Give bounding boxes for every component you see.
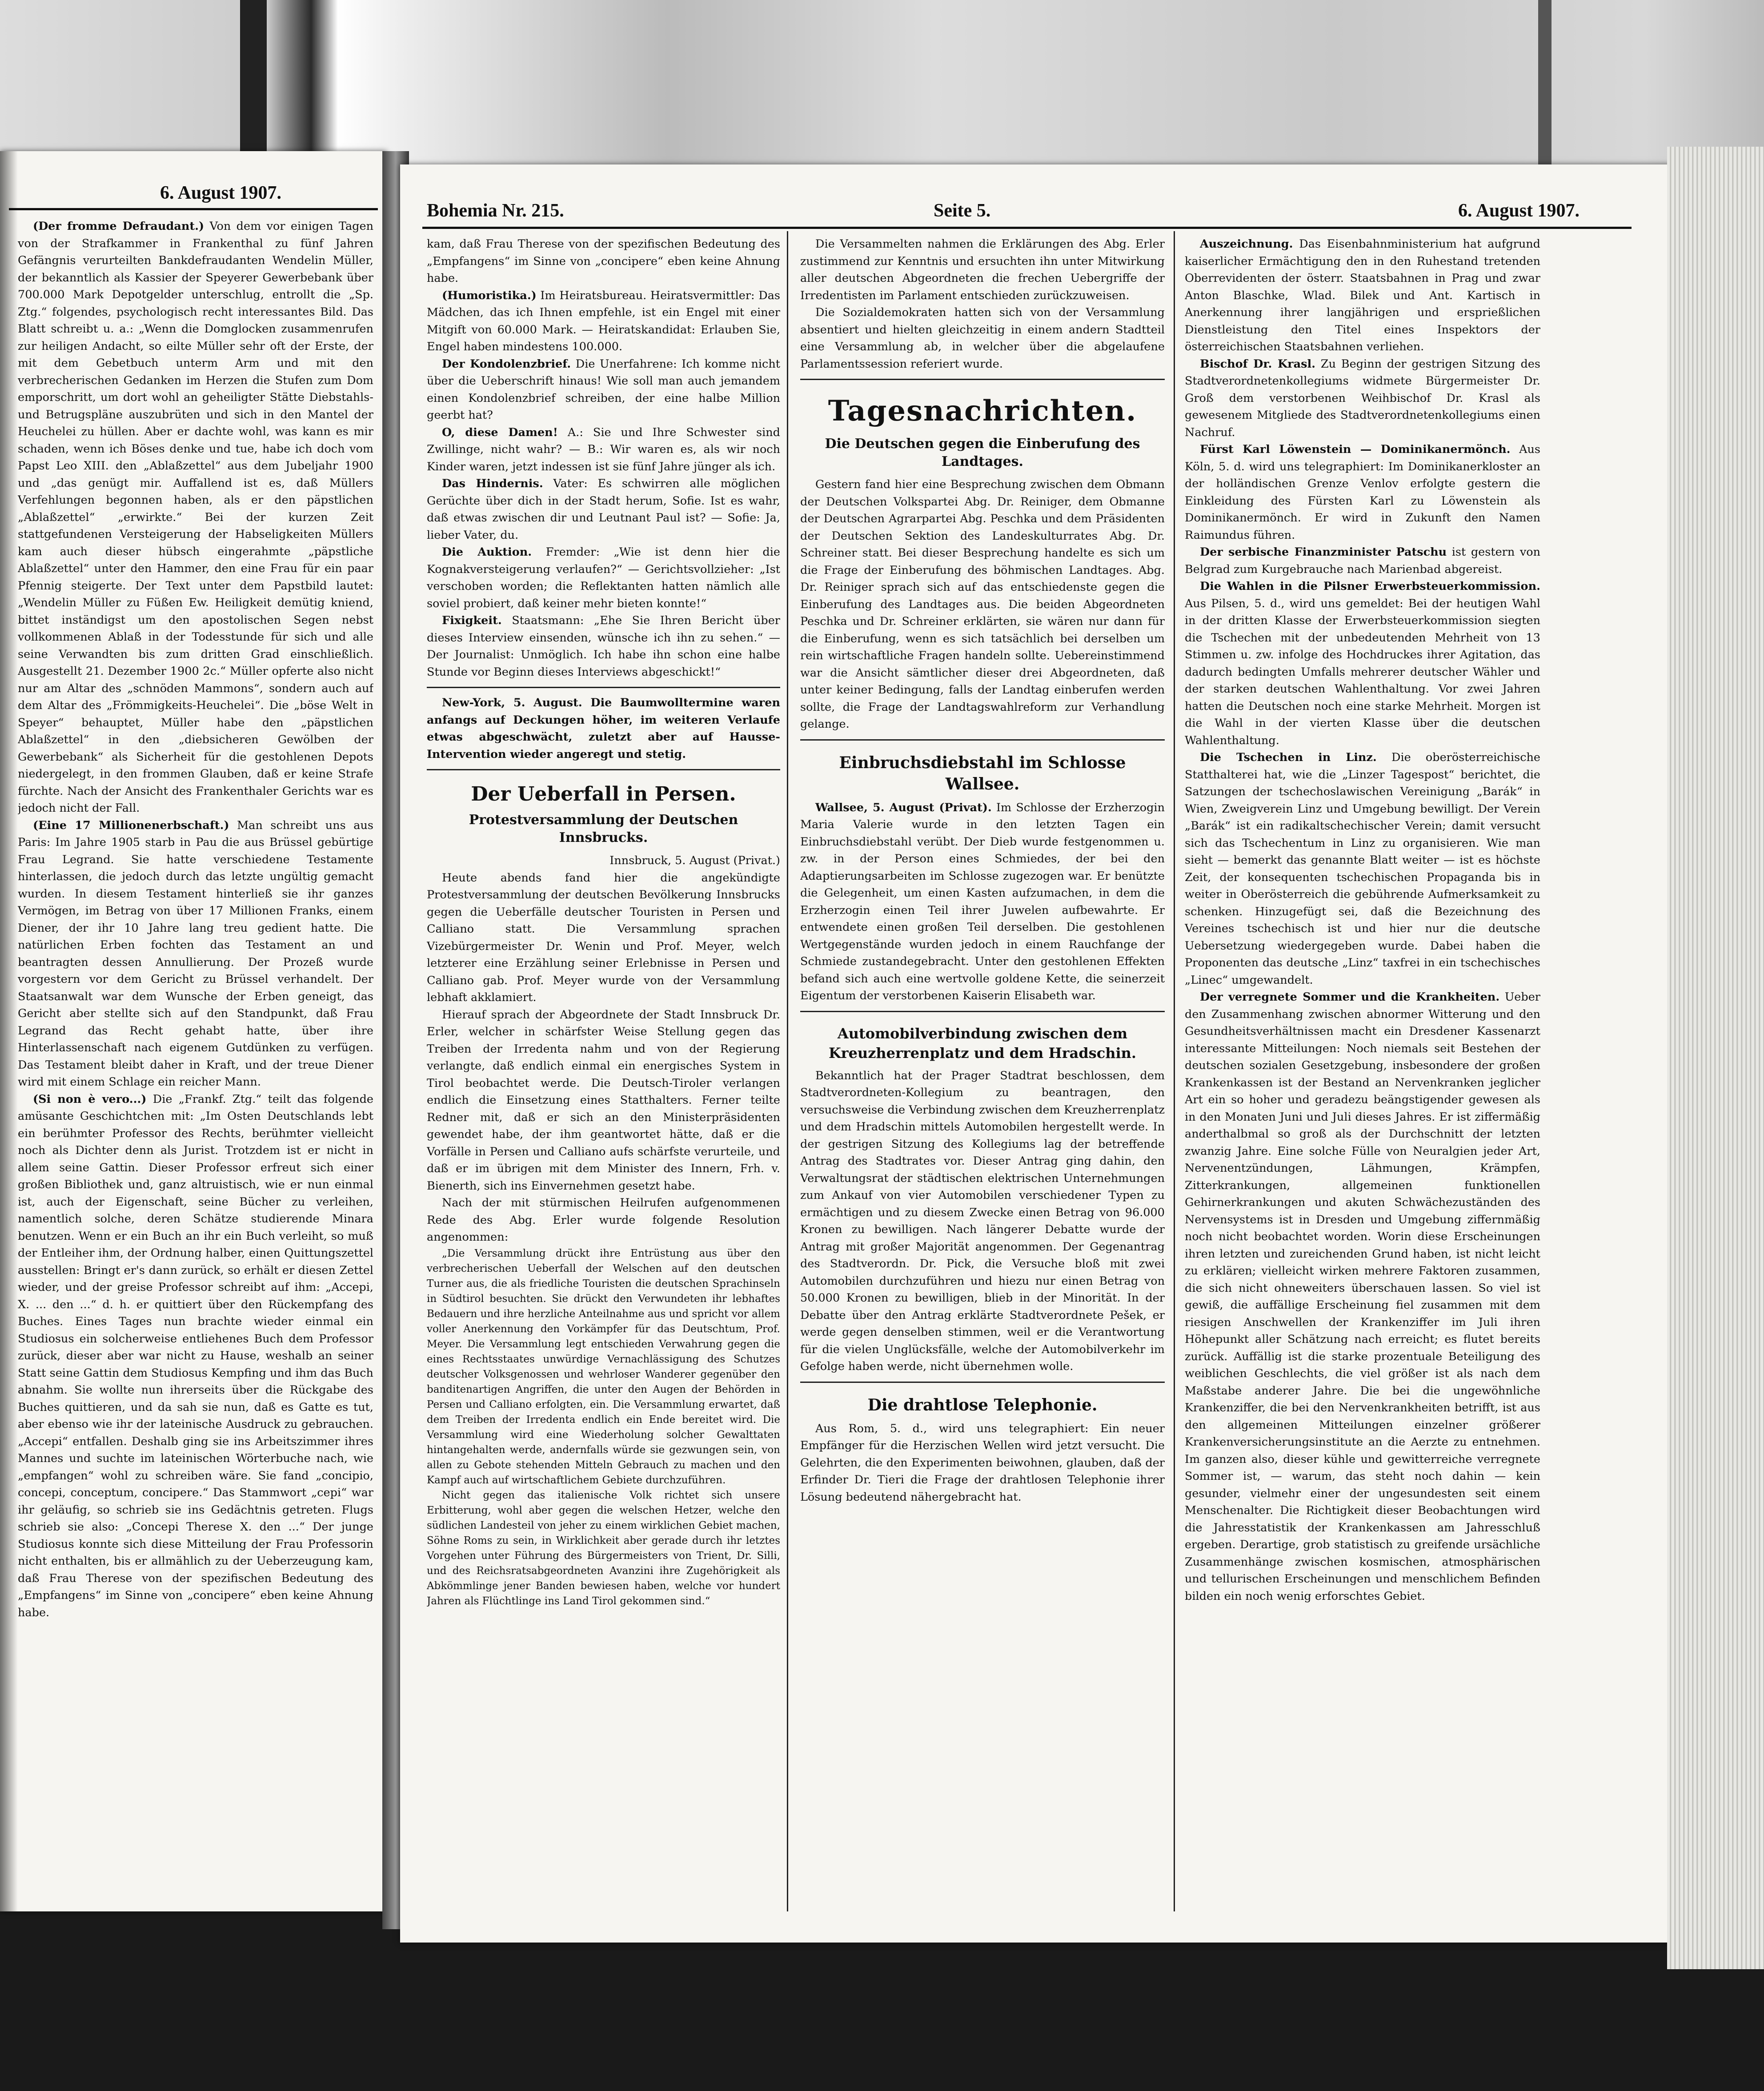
humor-item xyxy=(427,612,780,681)
news-lead: Die Tschechen in Linz. xyxy=(1200,751,1377,764)
humor-lead: Der Kondolenzbrief. xyxy=(442,357,571,371)
article-text: Die „Frankf. Ztg.“ teilt das folgende amüsante Geschichtchen mit: „Im Osten Deutschlands lebt ein berühmter Professor des Rechts, berühmter vielleicht noch als Dichter denn als Jurist. Trotzdem ist er nicht in allem seine Gattin. Dieser Professor erfreut sich einer großen Bibliothek und, ganz altruistisch, wie er nun einmal ist, auch der Eigenschaft, seine Bücher zu verleihen, namentlich solche, deren Schätze studierende Minara benutzen. Wenn er ein Buch an ihr ein Buch verleiht, so muß der Entleiher ihm, der Ordnung halber, einen Quittungszettel ausstellen: Bringt er's dann zurück, so erhält er diesen Zettel wieder, und der greise Professor schreibt auf ihm: „Accepi, X. ... den ...“ d. h. er quittiert über den Rückempfang des Buches. Eines Tages nun brachte wieder einmal ein Studiosus ein solcherweise entliehenes Buch dem Professor zurück, dieser aber war nicht zu Hause, weshalb an seiner Statt seine Gattin dem Studiosus Kempfing und ihm das Buch abnahm. Sie wollte nun ihrerseits über die Rückgabe des Buches quittieren, und da sah sie nun, daß es Gatte es tut, aber ebenso wie ihr der lateinische Ausdruck zu gebrauchen. „Accepi“ entfallen. Deshalb ging sie ins Arbeitszimmer ihres Mannes und suchte im lateinischen Wörterbuche nach, wie „empfangen“ wohl zu schreiben wäre. Sie fand „concipio, concepi, conceptum, concipere.“ Das Stammwort „cepi“ war ihr geläufig, so schrieb sie ins Gedächtnis getreten. Flugs schrieb sie also: „Concepi Therese X. den ...“ Der junge Studiosus konnte sich diese Mitteilung der Frau Professorin nicht enthalten, bis er allmählich zu der Ueberzeugung kam, daß Frau Therese von der spezifischen Bedeutung des „Empfangens“ im Sinne von „concipere“ eben keine Ahnung habe. xyxy=(18,1092,373,1619)
left-page-column xyxy=(18,218,373,1889)
news-lead: Der serbische Finanzminister Patschu xyxy=(1200,545,1447,559)
left-page-date: 6. August 1907. xyxy=(160,183,282,203)
news-item xyxy=(1185,989,1540,1605)
section-headline: Tagesnachrichten. xyxy=(828,394,1137,428)
humor-item xyxy=(427,544,780,612)
article-paragraph: Aus Rom, 5. d., wird uns telegraphiert: Ein neuer Empfänger für die Herzischen Wellen wird jetzt versucht. Die Gelehrten, die den Experimenten beiwohnen, glauben, daß der Erfinder Dr. Tieri die Frage der drahtlosen Telephonie ihrer Lösung bedeutend nähergebracht hat. xyxy=(800,1422,1165,1504)
news-item xyxy=(1185,441,1540,544)
news-lead: Auszeichnung. xyxy=(1200,237,1293,251)
market-dateline: New-York, 5. August. xyxy=(442,696,582,709)
news-lead: Der verregnete Sommer und die Krankheiten. xyxy=(1200,990,1500,1004)
humor-text: Vater: Es schwirren alle möglichen Gerüchte über dich in der Stadt herum, Sofie. Ist es wahr, daß etwas zwischen dir und Leutnant Paul ist? — Sofie: Ja, lieber Vater, du. xyxy=(427,477,780,542)
article-lead: (Eine 17 Millionenerbschaft.) xyxy=(33,818,229,832)
news-item xyxy=(1185,236,1540,356)
humor-text: A.: Sie und Ihre Schwester sind Zwillinge, nicht wahr? — B.: Wir waren es, als wir noch Kinder waren, jetzt indessen ist sie fünf Jahre jünger als ich. xyxy=(427,425,780,473)
section-rule xyxy=(427,687,780,688)
left-page xyxy=(0,151,387,1911)
article-paragraph: Die Sozialdemokraten hatten sich von der Versammlung absentiert und hielten gleichzeitig in einem andern Stadtteil eine Versammlung ab, in welcher über die abgelaufene Parlamentssession referiert wurde. xyxy=(800,306,1165,371)
article-paragraph: Nach der mit stürmischen Heilrufen aufgenommenen Rede des Abg. Erler wurde folgende Resolution angenommen: xyxy=(427,1196,780,1244)
page-number: Seite 5. xyxy=(934,200,991,221)
newspaper-issue: Bohemia Nr. 215. xyxy=(427,200,564,221)
background-post xyxy=(1538,0,1552,187)
humor-text: Fremder: „Wie ist denn hier die Kognakversteigerung verlaufen?“ — Gerichtsvollzieher: „Ist verschoben worden; die Reflektanten hatten nämlich alle soviel probiert, daß keiner mehr bieten konnte!“ xyxy=(427,545,780,610)
market-text: Die Baumwolltermine waren anfangs auf Deckungen höher, im weiteren Verlaufe etwas abgeschwächt, zuletzt aber auf Hausse-Intervention wieder angeregt und stetig. xyxy=(427,696,780,761)
article-text: Im Schlosse der Erzherzogin Maria Valerie wurde in den letzten Tagen ein Einbruchsdiebstahl verübt. Der Dieb wurde festgenommen u. zw. in der Person eines Schmiedes, der bei den Adaptierungsarbeiten im Schlosse zugezogen war. Er benützte die Gelegenheit, um einen Kasten aufzumachen, in dem die Erzherzogin einen Teil ihrer Juwelen aufbewahrte. Er entwendete einen großen Teil derselben. Die gestohlenen Wertgegenstände wurden jedoch in einem Rauchfange der Schmiede zustandegebracht. Unter den gestohlenen Effekten befand sich auch eine wertvolle goldene Kette, die seinerzeit Eigentum der verstorbenen Kaiserin Elisabeth war. xyxy=(800,801,1165,1002)
news-text: Das Eisenbahnministerium hat aufgrund kaiserlicher Ermächtigung den in den Ruhestand tretenden Oberrevidenten der österr. Staatsbahnen in Prag und zwar Anton Blaschke, Wlad. Bilek und Ant. Kartisch in Anerkennung ihrer langjährigen und ersprießlichen Dienstleistung den Titel eines Inspektors der österreichischen Staatsbahnen verliehen. xyxy=(1185,237,1540,353)
article-dateline: Innsbruck, 5. August (Privat.) xyxy=(609,854,780,867)
article-lead: (Si non è vero...) xyxy=(33,1092,147,1106)
article-text: Von dem vor einigen Tagen von der Strafkammer in Frankenthal zu fünf Jahren Gefängnis verurteilten Bankdefraudanten Wendelin Müller, der bekanntlich als Kassier der Speyerer Gewerbebank über 700.000 Mark Depotgelder unterschlug, entrollt die „Sp. Ztg.“ folgendes, psychologisch recht interessantes Bild. Das Blatt schreibt u. a.: „Wenn die Domglocken zusammenrufen zur heiligen Andacht, so eilte Müller sehr oft der Erste, der mit dem Gebetbuch unterm Arm und mit den verbrecherischen Gedanken im Herzen die Stufen zum Dom emporschritt, um dort wohl an geheiligter Stätte Diebstahls- und Betrugspläne auszubrüten und sich in den Mantel der Heuchelei zu hüllen. Aber er dachte wohl, was kann es mir schaden, wenn ich Böses denke und tue, habe ich doch vom Papst Leo XIII. den „Ablaßzettel“ aus dem Jubeljahr 1900 und „das genügt mir. Auffallend ist es, daß Müllers Verfehlungen begonnen haben, als er den päpstlichen „Ablaßzettel“ „erwirkte.“ Bei der kurzen Zeit stattgefundenen Versteigerung der Habseligkeiten Müllers kam auch dieser hübsch eingerahmte „päpstliche Ablaßzettel“ unter den Hammer, den eine Frau für ein paar Pfennig steigerte. Der Text unter dem Papstbild lautet: „Wendelin Müller zu Füßen Ew. Heiligkeit demütig kniend, bittet inständigst um den apostolischen Segen nebst vollkommenen Ablaß in der Todesstunde für sich und alle seine Verwandten bis zum dritten Grad einschließlich. Ausgestellt 21. Dezember 1900 2c.“ Müller opferte also nicht nur am Altar des „schnöden Mammons“, sondern auch auf dem Altar des „Frömmigkeits-Heuchelei“. Die „böse Welt in Speyer“ behauptet, Müller habe den „päpstlichen Ablaßzettel“ in den „diebsicheren Gewölben der Gewerbebank“ als Sicherheit für die gestohlenen Depots niedergelegt, in den frommen Glauben, daß er keine Strafe fürchte. Nach der Ansicht des Frankenthaler Gerichts war es jedoch nicht der Fall. xyxy=(18,220,373,815)
article-paragraph: Bekanntlich hat der Prager Stadtrat beschlossen, dem Stadtverordneten-Kollegium zu beantragen, den versuchsweise die Verbindung zwischen dem Kreuzherrenplatz und dem Hradschin mittels Automobilen hergestellt werde. In der gestrigen Sitzung des Kollegiums lag der betreffende Antrag des Stadtrates vor. Dieser Antrag ging dahin, den Verwaltungsrat der städtischen elektrischen Unternehmungen zum Ankauf von vier Automobilen verschiedener Typen zu ermächtigen und zu diesem Zwecke einen Betrag von 96.000 Kronen zu bewilligen. Nach längerer Debatte wurde der Antrag mit großer Majorität angenommen. Der Gegenantrag des Stadtverordn. Dr. Pick, die Versuche bloß mit zwei Automobilen durchzuführen und hiezu nur einen Betrag von 50.000 Kronen zu bewilligen, blieb in der Minorität. In der Debatte über den Antrag erklärte Stadtverordnete Pešek, er werde gegen denselben stimmen, weil er die Verantwortung für die vielen Unglücksfälle, welche der Automobilverkehr im Gefolge haben werde, nicht übernehmen wolle. xyxy=(800,1069,1165,1373)
section-rule xyxy=(800,1011,1165,1012)
article-paragraph: Gestern fand hier eine Besprechung zwischen dem Obmann der Deutschen Volkspartei Abg. Dr. Reiniger, dem Obmanne der Deutschen Agrarpartei Abg. Peschka und dem Präsidenten der Deutschen Sektion des Landeskulturrates Abg. Dr. Schreiner statt. Bei dieser Besprechung handelte es sich um die Frage der Einberufung des böhmischen Landtages. Abg. Dr. Reiniger sprach sich auf das entschiedenste gegen die Einberufung des Landtages aus. Die beiden Abgeordneten Peschka und Dr. Schreiner erklärten, sie wären nur dann für die Einberufung, wenn es sich tatsächlich bei derselben um rein wirtschaftliche Fragen handeln sollte. Uebereinstimmend war die Ansicht sämtlicher dieser drei Abgeordneten, daß unter keiner Bedingung, falls der Landtag einberufen werden sollte, die Frage der Landtagswahlreform zur Verhandlung gelange. xyxy=(800,478,1165,731)
humor-lead: O, diese Damen! xyxy=(442,425,558,439)
news-lead: Fürst Karl Löwenstein — Dominikanermönch. xyxy=(1200,443,1511,456)
section-rule xyxy=(427,769,780,770)
humor-lead: Die Auktion. xyxy=(442,545,532,559)
humor-text: Die Unerfahrene: Ich komme nicht über die Ueberschrift hinaus! Wie soll man auch jemandem einen Kondolenzbrief schreiben, der eine halbe Million geerbt hat? xyxy=(427,357,780,422)
news-item xyxy=(1185,749,1540,989)
article-headline: Einbruchsdiebstahl im Schlosse Wallsee. xyxy=(839,753,1126,793)
column-divider xyxy=(787,231,788,1911)
news-text: Ueber den Zusammenhang zwischen abnormer Witterung und den Gesundheitsverhältnissen macht ein Dresdener Kassenarzt interessante Mitteilungen: Noch niemals seit Bestehen der deutschen sozialen Gesetzgebung, insbesondere der großen Krankenkassen ist der Bestand an Nervenkranken jeglicher Art ein so hoher und geradezu beängstigender gewesen als in den Monaten Juni und Juli dieses Jahres. Er ist ziffermäßig anderthalbmal so groß als der Durchschnitt der letzten zwanzig Jahre. Eine solche Fülle von Neuralgien jeder Art, Nervenentzündungen, Lähmungen, Krämpfen, Zitterkrankungen, allgemeinen funktionellen Gehirnerkrankungen und akuten Schwächezuständen des Nervensystems ist in Dresden und Umgebung ziffernmäßig noch nicht beobachtet worden. Worin diese Erscheinungen ihren letzten und zureichenden Grund haben, ist nicht leicht zu erklären; vielleicht wirken mehrere Faktoren zusammen, die sich nicht ohneweiters überschauen lassen. So viel ist gewiß, die auffällige Erscheinung fiel zusammen mit dem riesigen Anschwellen der Krankenziffer im Juli ihren Höhepunkt aller Schätzung nach erreicht; es flutet bereits zurück. Auffällig ist die starke prozentuale Beteiligung des weiblichen Geschlechts, die viel größer ist als nach dem Maßstabe anderer Jahre. Die bei die ungewöhnliche Krankenziffer, die bei den Nervenkrankheiten betrifft, ist aus den allgemeinen Mitteilungen einzelner größerer Krankenversicherungsinstitute an die Aerzte zu entnehmen. Im ganzen also, dieser kühle und gewitterreiche verregnete Sommer ist, — warum, das steht noch dahin — kein gesunder, vielmehr einer der ungesundesten seit einem Menschenalter. Die Richtigkeit dieser Beobachtungen wird die Jahresstatistik der Krankenkassen am Jahresschluß ergeben. Derartige, grob statistisch zu greifende ursächliche Zusammenhänge zwischen kosmischen, atmosphärischen und tellurischen Erscheinungen und menschlichem Befinden bilden ein noch wenig erforschtes Gebiet. xyxy=(1185,990,1540,1603)
column-3 xyxy=(1185,236,1540,1907)
header-rule xyxy=(422,227,1632,229)
article-dateline: Wallsee, 5. August (Privat). xyxy=(815,801,992,814)
news-text: Zu Beginn der gestrigen Sitzung des Stadtverordnetenkollegiums widmete Bürgermeister Dr. Groß dem verstorbenen Weihbischof Dr. Krasl als gewesenem Mitgliede des Stadtverordnetenkollegiums einen Nachruf. xyxy=(1185,357,1540,439)
article-paragraph xyxy=(800,799,1165,1005)
right-page xyxy=(400,164,1672,1943)
news-item xyxy=(1185,578,1540,749)
humor-lead: (Humoristika.) xyxy=(442,288,537,302)
humor-item xyxy=(427,424,780,476)
section-rule xyxy=(800,739,1165,741)
news-text: Aus Köln, 5. d. wird uns telegraphiert: Im Dominikanerkloster an der holländischen Grenze Venlov erfolgte gestern die Einkleidung des Fürsten Karl zu Löwenstein als Dominikanermönch. Er wird in Zukunft den Namen Raimundus führen. xyxy=(1185,443,1540,542)
article-headline: Der Ueberfall in Persen. xyxy=(471,783,736,805)
article-paragraph: Hierauf sprach der Abgeordnete der Stadt Innsbruck Dr. Erler, welcher in schärfster Weise Stellung gegen das Treiben der Irredenta nahm und von der Regierung verlangte, daß endlich einmal ein energisches System in Tirol beobachtet werde. Die Deutsch-Tiroler verlangen endlich die Einsetzung eines Statthalters. Ferner teilte Redner mit, daß er sich an den Ministerpräsidenten gewendet habe, der ihm geantwortet hätte, daß er die Vorfälle in Persen und Calliano aufs schärfste verurteile, und daß er im übrigen mit dem Minister des Innern, Frh. v. Bienerth, sich ins Einvernehmen gesetzt habe. xyxy=(427,1008,780,1193)
market-report xyxy=(427,694,780,763)
news-item xyxy=(1185,544,1540,578)
column-1 xyxy=(427,236,780,1907)
column-2 xyxy=(800,236,1165,1907)
header-rule xyxy=(9,208,378,210)
humor-text: Staatsmann: „Ehe Sie Ihren Bericht über dieses Interview einsenden, wünsche ich ihn zu sehen.“ — Der Journalist: Unmöglich. Ich habe ihn schon eine halbe Stunde vor Beginn dieses Interviews abgeschickt!“ xyxy=(427,614,780,679)
article-paragraph: Heute abends fand hier die angekündigte Protestversammlung der deutschen Bevölkerung Innsbrucks gegen die Ueberfälle deutscher Touristen in Persen und Calliano statt. Die Versammlung sprachen Vizebürgermeister Dr. Wenin und Prof. Meyer, welch letzterer eine Erzählung seiner Erlebnisse in Persen und Calliano gab. Prof. Meyer wurde von der Versammlung lebhaft akklamiert. xyxy=(427,871,780,1004)
news-text: Die oberösterreichische Statthalterei hat, wie die „Linzer Tagespost“ berichtet, die Satzungen der tschechoslawischen Vereinigung „Barák“ in Wien, Zweigverein Linz und Umgebung bewilligt. Der Verein „Barák“ ist ein radikaltschechischer Verein; damit versucht sich das Tschechentum in Linz zu organisieren. Wie man sieht — bemerkt das genannte Blatt weiter — ist es höchste Zeit, der konsequenten tschechischen Propaganda bis in weiter in Oberösterreich die gebührende Aufmerksamkeit zu schenken. Hinzugefügt sei, daß die Bezeichnung des Vereines tschechisch ist und hier nur die deutsche Uebersetzung wiedergegeben wurde. Dabei haben die Proponenten das deutsche „Linz“ taxfrei in ein tschechisches „Linec“ umgewandelt. xyxy=(1185,751,1540,987)
article-paragraph: Die Versammelten nahmen die Erklärungen des Abg. Erler zustimmend zur Kenntnis und ersuchten ihn unter Mitwirkung aller deutschen Abgeordneten die frechen Uebergriffe der Irredentisten im Parlament entschieden zurückzuweisen. xyxy=(800,237,1165,302)
section-rule xyxy=(800,379,1165,380)
news-lead: Bischof Dr. Krasl. xyxy=(1200,357,1316,371)
humor-text: Im Heiratsbureau. Heiratsvermittler: Das Mädchen, das ich Ihnen empfehle, ist ein Engel mit einer Mitgift von 60.000 Mark. — Heiratskandidat: Erlauben Sie, Engel haben mindestens 100.000. xyxy=(427,288,780,353)
article-lead: (Der fromme Defraudant.) xyxy=(33,220,204,233)
book-page-edges xyxy=(1667,147,1764,1969)
issue-date: 6. August 1907. xyxy=(1458,200,1580,221)
continued-text: kam, daß Frau Therese von der spezifischen Bedeutung des „Empfangens“ im Sinne von „concipere“ eben keine Ahnung habe. xyxy=(427,237,780,285)
article-text: Man schreibt uns aus Paris: Im Jahre 1905 starb in Pau die aus Brüssel gebürtige Frau Legrand. Sie hatte verschiedene Testamente hinterlassen, die jedoch durch das letzte ungültig gemacht wurden. In diesem Testament hinterließ sie ihr ganzes Vermögen, im Betrag von über 17 Millionen Franks, einem Diener, der ihr 10 Jahre lang treu gedient hatte. Die natürlichen Erben fochten das Testament an und beantragten dessen Annullierung. Der Prozeß wurde vorgestern vor dem Gericht zu Brüssel verhandelt. Der Staatsanwalt war dem Wunsche der Erben geneigt, das Gericht aber stellte sich auf den Standpunkt, daß Frau Legrand das Recht gehabt hatte, über ihre Hinterlassenschaft nach eigenem Gutdünken zu verfügen. Das Testament bleibt daher in Kraft, und der treue Diener wird mit einem Schlage ein reicher Mann. xyxy=(18,818,373,1089)
article xyxy=(18,218,373,817)
news-lead: Die Wahlen in die Pilsner Erwerbsteuerkommission. xyxy=(1200,580,1540,593)
article-subheadline: Protestversammlung der Deutschen Innsbrucks. xyxy=(469,812,738,845)
article xyxy=(18,1091,373,1622)
resolution-text: Nicht gegen das italienische Volk richtet sich unsere Erbitterung, wohl aber gegen die welschen Hetzer, welche den südlichen Landesteil von jeher zu einem wirklichen Gebiet machen, Söhne Roms zu sein, in Wirklichkeit aber gerade durch ihr letztes Vorgehen unter Führung des Bürgermeisters von Trient, Dr. Silli, und des Reichsratsabgeordneten Avanzini ihre Zugehörigkeit als Abkömmlinge jener Banden bewiesen haben, welche vor hundert Jahren als Flüchtlinge ins Land Tirol gekommen sind.“ xyxy=(427,1489,780,1607)
column-divider xyxy=(1174,231,1175,1911)
news-text: Aus Pilsen, 5. d., wird uns gemeldet: Bei der heutigen Wahl in der dritten Klasse der Erwerbsteuerkommission siegten die Tschechen mit der unbedeutenden Mehrheit von 13 Stimmen u. zw. infolge des Hochdruckes ihrer Agitation, das dadurch bedingten Umfalls mehrerer deutscher Wähler und der starken deutschen Wahlenthaltung. Vor zwei Jahren hatten die Deutschen noch eine starke Mehrheit. Morgen ist die Wahl in der vierten Klasse über die deutschen Wahlenthaltung. xyxy=(1185,597,1540,747)
humor-item xyxy=(427,475,780,544)
news-item xyxy=(1185,356,1540,441)
news-text: ist gestern von Belgrad zum Kurgebrauche nach Marienbad abgereist. xyxy=(1185,545,1540,576)
article-headline: Die drahtlose Telephonie. xyxy=(867,1395,1098,1414)
humor-item xyxy=(427,287,780,356)
section-rule xyxy=(800,1382,1165,1383)
article-headline: Automobilverbindung zwischen dem Kreuzherrenplatz und dem Hradschin. xyxy=(828,1025,1137,1062)
article-subheadline: Die Deutschen gegen die Einberufung des Landtages. xyxy=(825,436,1140,469)
humor-item xyxy=(427,356,780,424)
humor-lead: Das Hindernis. xyxy=(442,477,543,490)
humor-lead: Fixigkeit. xyxy=(442,614,502,627)
page-shadow xyxy=(0,151,18,1911)
article xyxy=(18,817,373,1091)
resolution-text: „Die Versammlung drückt ihre Entrüstung aus über den verbrecherischen Ueberfall der Welschen auf den deutschen Turner aus, die als friedliche Touristen die deutschen Sprachinseln in Südtirol besuchten. Sie drückt den Verwundeten ihr lebhaftes Bedauern und ihre herzliche Anteilnahme aus und spricht vor allem voller Anerkennung den Vorkämpfer für das Deutschtum, Prof. Meyer. Die Versammlung legt entschieden Verwahrung gegen die eines Rechtsstaates unwürdige Vernachlässigung des Schutzes deutscher Volksgenossen und wehrloser Wanderer gegenüber den banditenartigen Angriffen, die unter den Augen der Behörden in Persen und Calliano erfolgten, ein. Die Versammlung erwartet, daß dem Treiben der Irredenta endlich ein Ende bereitet wird. Die Versammlung wird eine Wiederholung solcher Gewalttaten hintangehalten werde, andernfalls würde sie gezwungen sein, von allen zu Gebote stehenden Mitteln Gebrauch zu machen und den Kampf auch auf wirtschaftlichem Gebiete durchzuführen. xyxy=(427,1247,780,1486)
